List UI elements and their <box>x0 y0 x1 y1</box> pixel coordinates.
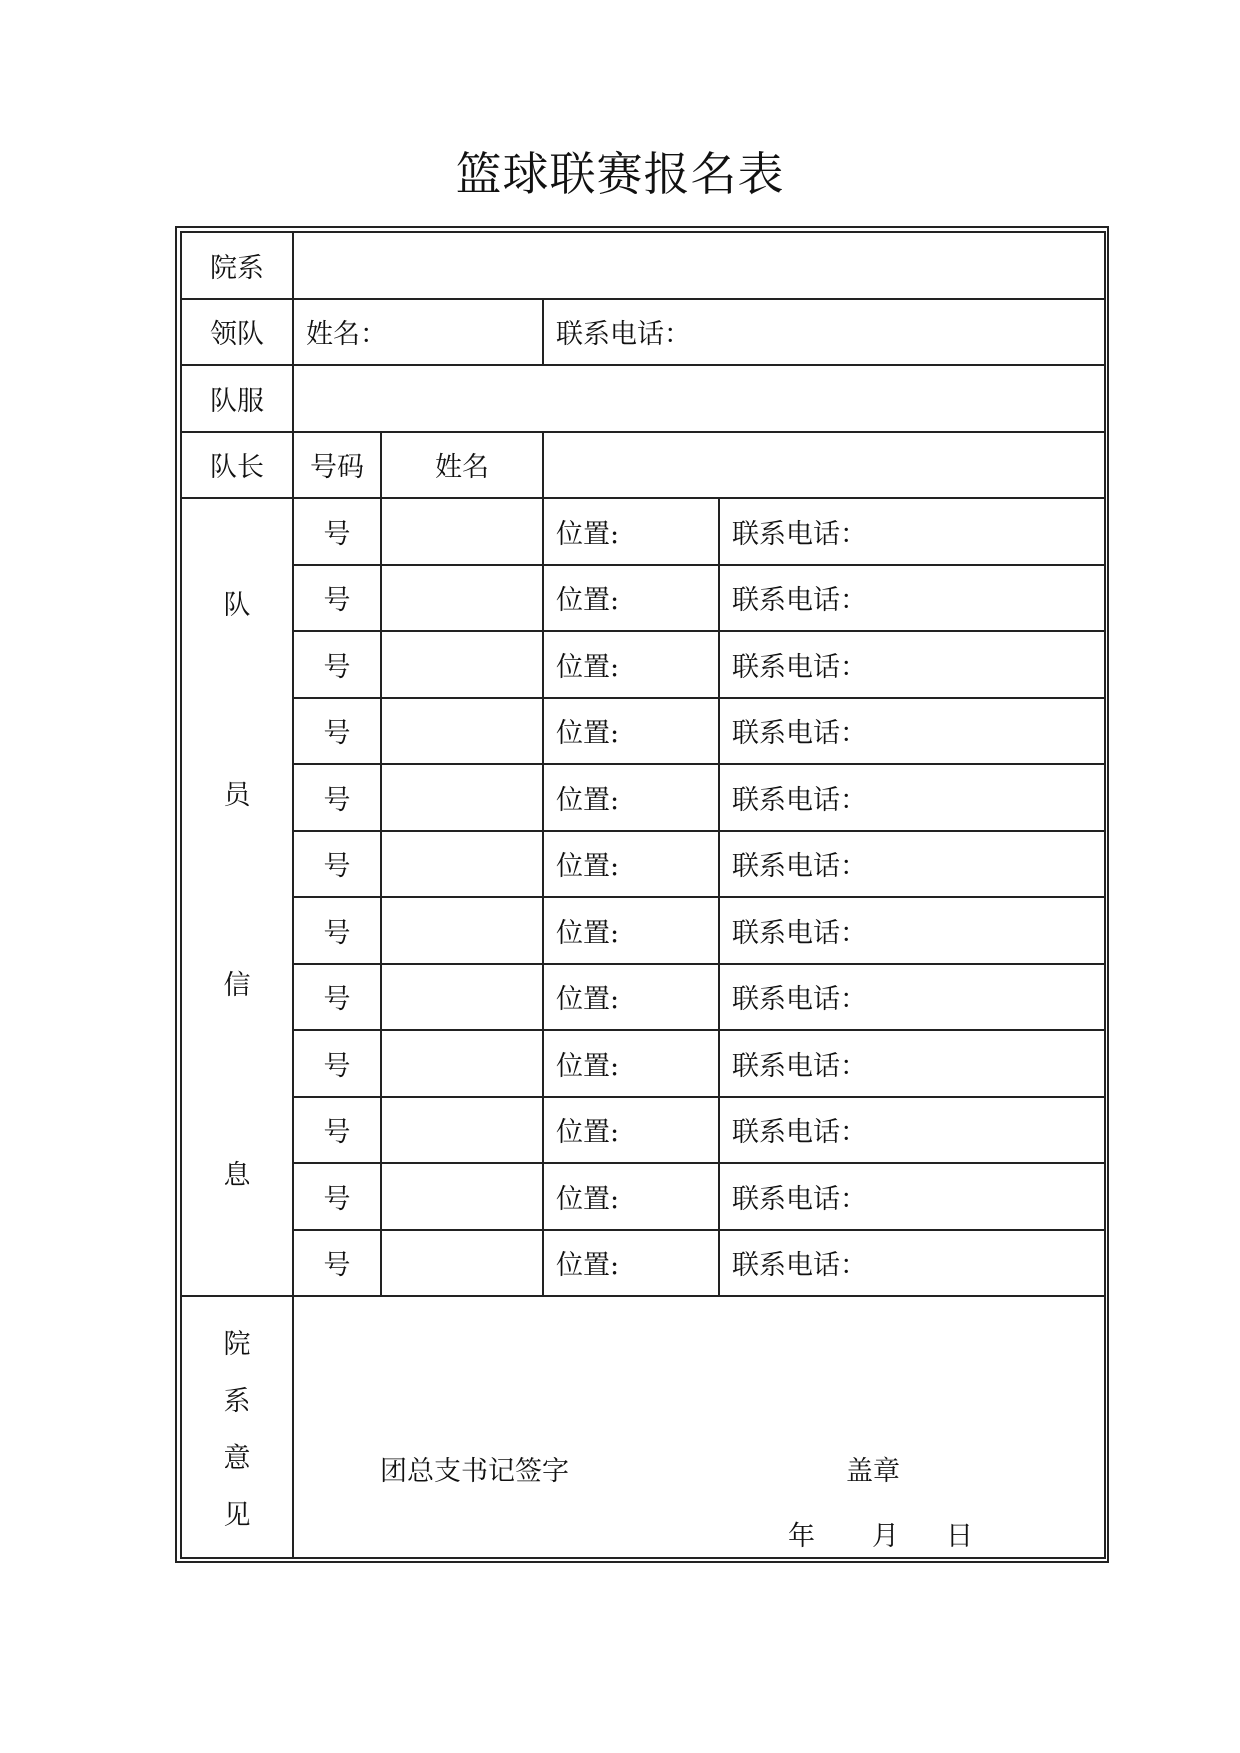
member-row <box>181 1030 1105 1097</box>
member-position-field[interactable]: 位置: <box>543 1097 719 1164</box>
uniform-input-cell[interactable] <box>293 365 1105 432</box>
member-name-cell[interactable] <box>381 1230 543 1297</box>
members-vertical-label <box>181 498 293 1296</box>
department-row <box>181 232 1105 299</box>
member-position-field[interactable]: 位置: <box>543 964 719 1031</box>
member-phone-field[interactable]: 联系电话： <box>719 1230 1105 1297</box>
member-number-cell[interactable]: 号 <box>293 831 381 898</box>
seal-label: 盖章 <box>846 1456 900 1487</box>
member-position-field[interactable]: 位置: <box>543 831 719 898</box>
member-phone-field[interactable]: 联系电话： <box>719 897 1105 964</box>
member-name-cell[interactable] <box>381 698 543 765</box>
leader-name-field[interactable]: 姓名： <box>293 299 543 366</box>
captain-input-cell[interactable] <box>543 432 1105 499</box>
member-row <box>181 964 1105 1031</box>
member-position-field[interactable]: 位置: <box>543 1163 719 1230</box>
leader-label: 领队 <box>181 299 293 366</box>
member-phone-field[interactable]: 联系电话： <box>719 831 1105 898</box>
member-row <box>181 1230 1105 1297</box>
date-line <box>788 1514 973 1553</box>
member-position-field[interactable]: 位置: <box>543 1230 719 1297</box>
member-name-cell[interactable] <box>381 1097 543 1164</box>
member-name-cell[interactable] <box>381 498 543 565</box>
date-month-label: 月 <box>872 1521 899 1552</box>
member-phone-field[interactable]: 联系电话： <box>719 764 1105 831</box>
member-phone-field[interactable]: 联系电话： <box>719 1163 1105 1230</box>
member-name-cell[interactable] <box>381 764 543 831</box>
opinion-label-char: 意 <box>223 1443 251 1474</box>
member-position-field[interactable]: 位置: <box>543 565 719 632</box>
member-row <box>181 897 1105 964</box>
member-name-cell[interactable] <box>381 1030 543 1097</box>
member-name-cell[interactable] <box>381 631 543 698</box>
member-row <box>181 565 1105 632</box>
member-phone-field[interactable]: 联系电话： <box>719 698 1105 765</box>
member-number-cell[interactable]: 号 <box>293 1163 381 1230</box>
signature-label: 团总支书记签字 <box>380 1456 569 1487</box>
member-row <box>181 631 1105 698</box>
member-phone-field[interactable]: 联系电话： <box>719 1030 1105 1097</box>
date-day-label: 日 <box>946 1521 973 1552</box>
leader-phone-field[interactable]: 联系电话： <box>543 299 1105 366</box>
member-phone-field[interactable]: 联系电话： <box>719 964 1105 1031</box>
member-number-cell[interactable]: 号 <box>293 698 381 765</box>
members-label-char: 队 <box>223 589 251 621</box>
member-number-cell[interactable]: 号 <box>293 764 381 831</box>
captain-row <box>181 432 1105 499</box>
members-label-char: 员 <box>223 779 251 811</box>
member-name-cell[interactable] <box>381 1163 543 1230</box>
date-year-label: 年 <box>788 1521 815 1552</box>
captain-label: 队长 <box>181 432 293 499</box>
member-number-cell[interactable]: 号 <box>293 1097 381 1164</box>
member-number-cell[interactable]: 号 <box>293 498 381 565</box>
members-label-char: 息 <box>223 1159 251 1191</box>
member-name-cell[interactable] <box>381 565 543 632</box>
member-position-field[interactable]: 位置: <box>543 897 719 964</box>
member-phone-field[interactable]: 联系电话： <box>719 498 1105 565</box>
member-row <box>181 698 1105 765</box>
department-label: 院系 <box>181 232 293 299</box>
opinion-label-char: 系 <box>223 1386 251 1417</box>
member-position-field[interactable]: 位置: <box>543 631 719 698</box>
leader-row <box>181 299 1105 366</box>
member-row <box>181 1163 1105 1230</box>
member-phone-field[interactable]: 联系电话： <box>719 565 1105 632</box>
member-row <box>181 764 1105 831</box>
member-number-cell[interactable]: 号 <box>293 897 381 964</box>
member-row <box>181 1097 1105 1164</box>
member-number-cell[interactable]: 号 <box>293 565 381 632</box>
uniform-label: 队服 <box>181 365 293 432</box>
department-input-cell[interactable] <box>293 232 1105 299</box>
opinion-label-char: 院 <box>223 1329 251 1360</box>
captain-name-header: 姓名 <box>381 432 543 499</box>
member-number-cell[interactable]: 号 <box>293 631 381 698</box>
member-phone-field[interactable]: 联系电话： <box>719 631 1105 698</box>
uniform-row <box>181 365 1105 432</box>
member-number-cell[interactable]: 号 <box>293 964 381 1031</box>
opinion-content-cell[interactable] <box>293 1296 1105 1558</box>
member-phone-field[interactable]: 联系电话： <box>719 1097 1105 1164</box>
member-position-field[interactable]: 位置: <box>543 1030 719 1097</box>
member-position-field[interactable]: 位置: <box>543 498 719 565</box>
member-row <box>181 831 1105 898</box>
opinion-vertical-label <box>181 1296 293 1558</box>
member-position-field[interactable]: 位置: <box>543 698 719 765</box>
member-row <box>181 498 1105 565</box>
opinion-row <box>181 1296 1105 1558</box>
members-label-char: 信 <box>223 969 251 1001</box>
member-name-cell[interactable] <box>381 831 543 898</box>
member-number-cell[interactable]: 号 <box>293 1030 381 1097</box>
member-position-field[interactable]: 位置: <box>543 764 719 831</box>
member-number-cell[interactable]: 号 <box>293 1230 381 1297</box>
captain-number-header: 号码 <box>293 432 381 499</box>
form-title: 篮球联赛报名表 <box>455 147 785 201</box>
opinion-label-char: 见 <box>223 1500 251 1531</box>
registration-form <box>180 231 1106 1559</box>
member-name-cell[interactable] <box>381 964 543 1031</box>
member-name-cell[interactable] <box>381 897 543 964</box>
